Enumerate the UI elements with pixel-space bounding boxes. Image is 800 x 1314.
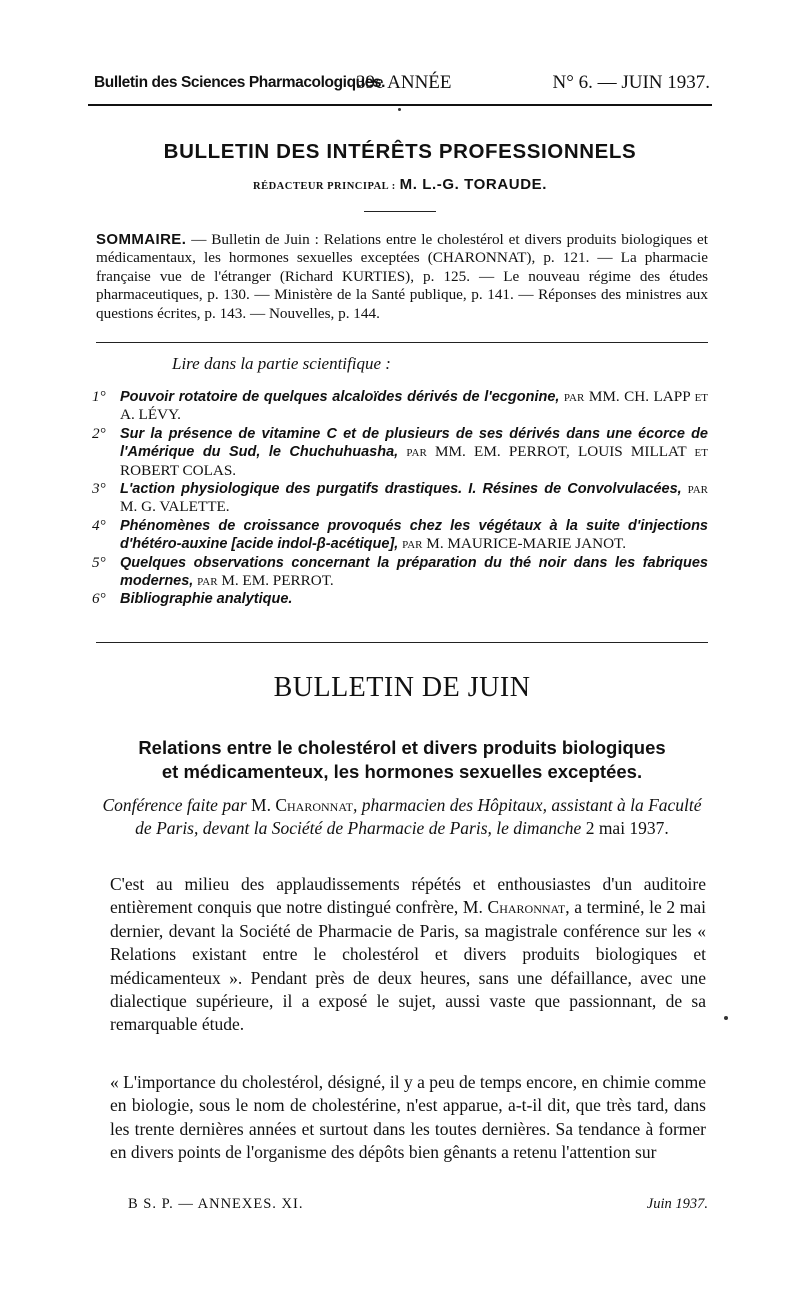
list-item xyxy=(92,517,708,554)
scientific-list xyxy=(92,388,708,609)
paragraph-1-b: , a terminé, le 2 mai dernier, devant la Société de Pharmacie de Paris, sa magistrale conférence sur les « Relations existant entre le cholestérol et divers produits biologiques et médicamenteux ». Pendant près de deux heures, sans une défaillance, avec une dialectique supérieure, il a exposé le sujet, aussi vaste que passionnant, de sa remarquable étude. xyxy=(110,897,706,1035)
item-authors: par MM. EM. PERROT, LOUIS MILLAT et ROBERT COLAS. xyxy=(120,443,708,479)
issue-number: N° 6. — JUIN 1937. xyxy=(552,72,710,93)
item-number: 4° xyxy=(92,516,106,534)
section-title: BULLETIN DES INTÉRÊTS PROFESSIONNELS xyxy=(163,140,637,163)
list-item xyxy=(92,425,708,480)
short-rule xyxy=(364,211,436,212)
item-authors: par M. MAURICE-MARIE JANOT. xyxy=(398,535,626,553)
conference-date: 2 mai 1937. xyxy=(585,818,669,838)
item-authors: par MM. CH. LAPP et A. LÉVY. xyxy=(120,388,709,424)
item-number: 2° xyxy=(92,424,106,442)
scientific-heading: Lire dans la partie scientifique : xyxy=(172,354,391,373)
conference-m: M. xyxy=(251,795,276,815)
paragraph-1 xyxy=(110,873,706,1037)
paragraph-1-name: Charonnat xyxy=(487,897,566,918)
article-title-line2: et médicamenteux, les hormones sexuelles exceptées. xyxy=(161,761,643,782)
item-number: 3° xyxy=(92,480,106,498)
item-title: Quelques observations concernant la préparation du thé noir dans les fabriques modernes, xyxy=(120,554,708,590)
item-number: 5° xyxy=(92,553,106,571)
journal-name: Bulletin des Sciences Pharmacologiques. xyxy=(94,74,386,91)
running-head xyxy=(88,68,712,102)
list-item xyxy=(92,590,708,608)
article-title xyxy=(96,736,708,784)
paragraph-1-a: C'est au milieu des applaudissements répétés et enthousiastes d'un auditoire entièrement conquis que notre distingué confrère, M. xyxy=(110,874,706,918)
item-number: 6° xyxy=(92,590,106,608)
conference-author: Charonnat xyxy=(275,795,354,815)
item-number: 1° xyxy=(92,388,106,405)
conference-text-b: , pharmacien des Hôpitaux, assistant à la Faculté de Paris, devant la Société de Pharmacie de Paris, le dimanche xyxy=(135,795,702,838)
paragraph-2: « L'importance du cholestérol, désigné, il y a peu de temps encore, en chimie comme en biologie, sous le nom de cholestérine, n'est apparue, a-t-il dit, que très tard, dans les trente dernières années et surtout dans les toutes dernières. Sa tendance à former en divers points de l'organisme des dépôts bien gênants a retenu l'attention sur xyxy=(110,1072,706,1163)
editor-line xyxy=(96,176,704,194)
item-authors: par M. EM. PERROT. xyxy=(193,572,334,590)
summary-block xyxy=(96,231,708,323)
item-title: L'action physiologique des purgatifs drastiques. I. Résines de Convolvulacées, xyxy=(120,481,682,498)
summary-text: — Bulletin de Juin : Relations entre le cholestérol et divers produits biologiques et médicamentaux, les hormones sexuelles exceptées (CHARONNAT), p. 121. — La pharmacie française vue de l'étranger (Richard KURTIES), p. 125. — Le nouveau régime des études pharmaceutiques, p. 130. — Ministère de la Santé publique, p. 141. — Réponses des ministres aux questions écrites, p. 143. — Nouvelles, p. 144. xyxy=(96,231,708,322)
article-title-line1: Relations entre le cholestérol et divers produits biologiques xyxy=(138,737,666,758)
item-title: Sur la présence de vitamine C et de plusieurs de ses dérivés dans une écorce de l'Amérique du Sud, le Chuchuhuasha, xyxy=(120,425,708,461)
conference-text-a: Conférence faite par xyxy=(102,795,252,815)
list-rule xyxy=(96,642,708,643)
item-authors: par M. G. VALETTE. xyxy=(120,480,708,516)
summary-label: SOMMAIRE. xyxy=(96,231,187,248)
print-speck xyxy=(398,108,401,111)
list-item xyxy=(92,388,708,425)
summary-rule xyxy=(96,342,708,343)
item-title: Phénomènes de croissance provoqués chez les végétaux à la suite d'injections d'hétéro-auxine [acide indol-β-acétique], xyxy=(120,517,708,553)
bulletin-title: BULLETIN DE JUIN xyxy=(273,672,531,703)
list-item xyxy=(92,480,708,517)
header-rule xyxy=(88,104,712,106)
editor-name: M. L.-G. TORAUDE. xyxy=(399,176,548,193)
volume-year: 39e ANNÉE xyxy=(356,72,452,93)
item-title: Pouvoir rotatoire de quelques alcaloïdes dérivés de l'ecgonine, xyxy=(120,389,560,405)
footer-date: Juin 1937. xyxy=(646,1196,708,1212)
conference-note xyxy=(96,794,708,840)
print-speck xyxy=(724,1016,728,1020)
footer-signature: B S. P. — ANNEXES. XI. xyxy=(128,1196,304,1212)
item-title: Bibliographie analytique. xyxy=(120,591,293,608)
list-item xyxy=(92,554,708,591)
editor-role: RÉDACTEUR PRINCIPAL : xyxy=(252,181,396,192)
